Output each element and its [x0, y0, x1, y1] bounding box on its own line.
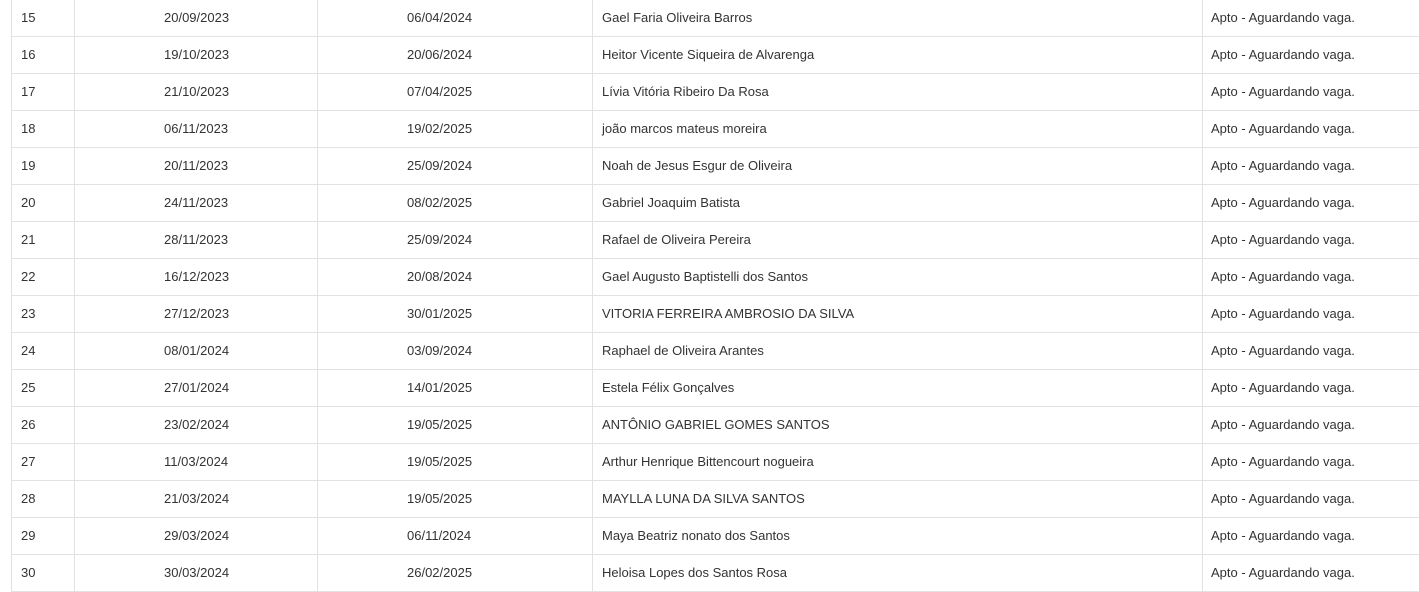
birth-date-cell: 20/06/2024: [318, 37, 593, 74]
position-cell: 15: [12, 0, 75, 37]
birth-date-cell: 19/05/2025: [318, 407, 593, 444]
position-cell: 26: [12, 407, 75, 444]
table-row: [12, 333, 1419, 370]
birth-date-cell: 08/02/2025: [318, 185, 593, 222]
name-cell: Heitor Vicente Siqueira de Alvarenga: [593, 37, 1203, 74]
table-row: [12, 444, 1419, 481]
status-cell: Apto - Aguardando vaga.: [1203, 111, 1419, 148]
name-cell: Maya Beatriz nonato dos Santos: [593, 518, 1203, 555]
table-row: [12, 555, 1419, 592]
registration-date-cell: 06/11/2023: [75, 111, 318, 148]
name-cell: Gael Augusto Baptistelli dos Santos: [593, 259, 1203, 296]
registration-date-cell: 20/09/2023: [75, 0, 318, 37]
position-cell: 29: [12, 518, 75, 555]
table-row: [12, 259, 1419, 296]
position-cell: 30: [12, 555, 75, 592]
status-cell: Apto - Aguardando vaga.: [1203, 481, 1419, 518]
birth-date-cell: 19/02/2025: [318, 111, 593, 148]
table-row: [12, 37, 1419, 74]
position-cell: 16: [12, 37, 75, 74]
birth-date-cell: 03/09/2024: [318, 333, 593, 370]
table-row: [12, 148, 1419, 185]
birth-date-cell: 25/09/2024: [318, 148, 593, 185]
birth-date-cell: 19/05/2025: [318, 481, 593, 518]
position-cell: 21: [12, 222, 75, 259]
registration-date-cell: 16/12/2023: [75, 259, 318, 296]
waiting-list-table: [11, 0, 1419, 592]
registration-date-cell: 27/01/2024: [75, 370, 318, 407]
position-cell: 28: [12, 481, 75, 518]
status-cell: Apto - Aguardando vaga.: [1203, 148, 1419, 185]
table-row: [12, 296, 1419, 333]
status-cell: Apto - Aguardando vaga.: [1203, 259, 1419, 296]
position-cell: 23: [12, 296, 75, 333]
status-cell: Apto - Aguardando vaga.: [1203, 333, 1419, 370]
name-cell: Heloisa Lopes dos Santos Rosa: [593, 555, 1203, 592]
table-row: [12, 407, 1419, 444]
table-row: [12, 518, 1419, 555]
registration-date-cell: 21/10/2023: [75, 74, 318, 111]
position-cell: 18: [12, 111, 75, 148]
birth-date-cell: 06/04/2024: [318, 0, 593, 37]
position-cell: 27: [12, 444, 75, 481]
table-row: [12, 481, 1419, 518]
registration-date-cell: 11/03/2024: [75, 444, 318, 481]
name-cell: ANTÔNIO GABRIEL GOMES SANTOS: [593, 407, 1203, 444]
status-cell: Apto - Aguardando vaga.: [1203, 37, 1419, 74]
birth-date-cell: 30/01/2025: [318, 296, 593, 333]
status-cell: Apto - Aguardando vaga.: [1203, 74, 1419, 111]
table-row: [12, 0, 1419, 37]
table-row: [12, 370, 1419, 407]
name-cell: Lívia Vitória Ribeiro Da Rosa: [593, 74, 1203, 111]
status-cell: Apto - Aguardando vaga.: [1203, 296, 1419, 333]
name-cell: Arthur Henrique Bittencourt nogueira: [593, 444, 1203, 481]
birth-date-cell: 14/01/2025: [318, 370, 593, 407]
position-cell: 20: [12, 185, 75, 222]
position-cell: 24: [12, 333, 75, 370]
position-cell: 19: [12, 148, 75, 185]
name-cell: Rafael de Oliveira Pereira: [593, 222, 1203, 259]
registration-date-cell: 29/03/2024: [75, 518, 318, 555]
table-row: [12, 74, 1419, 111]
status-cell: Apto - Aguardando vaga.: [1203, 222, 1419, 259]
waiting-list-table-container: [11, 0, 1419, 592]
birth-date-cell: 20/08/2024: [318, 259, 593, 296]
registration-date-cell: 24/11/2023: [75, 185, 318, 222]
name-cell: joão marcos mateus moreira: [593, 111, 1203, 148]
status-cell: Apto - Aguardando vaga.: [1203, 0, 1419, 37]
status-cell: Apto - Aguardando vaga.: [1203, 407, 1419, 444]
status-cell: Apto - Aguardando vaga.: [1203, 518, 1419, 555]
status-cell: Apto - Aguardando vaga.: [1203, 555, 1419, 592]
registration-date-cell: 20/11/2023: [75, 148, 318, 185]
registration-date-cell: 28/11/2023: [75, 222, 318, 259]
birth-date-cell: 06/11/2024: [318, 518, 593, 555]
name-cell: Noah de Jesus Esgur de Oliveira: [593, 148, 1203, 185]
registration-date-cell: 27/12/2023: [75, 296, 318, 333]
position-cell: 22: [12, 259, 75, 296]
position-cell: 17: [12, 74, 75, 111]
birth-date-cell: 25/09/2024: [318, 222, 593, 259]
name-cell: VITORIA FERREIRA AMBROSIO DA SILVA: [593, 296, 1203, 333]
name-cell: Estela Félix Gonçalves: [593, 370, 1203, 407]
table-body: [12, 0, 1419, 592]
table-row: [12, 222, 1419, 259]
name-cell: Gael Faria Oliveira Barros: [593, 0, 1203, 37]
registration-date-cell: 21/03/2024: [75, 481, 318, 518]
table-row: [12, 185, 1419, 222]
status-cell: Apto - Aguardando vaga.: [1203, 370, 1419, 407]
birth-date-cell: 07/04/2025: [318, 74, 593, 111]
position-cell: 25: [12, 370, 75, 407]
name-cell: Raphael de Oliveira Arantes: [593, 333, 1203, 370]
registration-date-cell: 23/02/2024: [75, 407, 318, 444]
name-cell: Gabriel Joaquim Batista: [593, 185, 1203, 222]
registration-date-cell: 08/01/2024: [75, 333, 318, 370]
birth-date-cell: 19/05/2025: [318, 444, 593, 481]
table-row: [12, 111, 1419, 148]
birth-date-cell: 26/02/2025: [318, 555, 593, 592]
status-cell: Apto - Aguardando vaga.: [1203, 444, 1419, 481]
registration-date-cell: 30/03/2024: [75, 555, 318, 592]
name-cell: MAYLLA LUNA DA SILVA SANTOS: [593, 481, 1203, 518]
status-cell: Apto - Aguardando vaga.: [1203, 185, 1419, 222]
registration-date-cell: 19/10/2023: [75, 37, 318, 74]
